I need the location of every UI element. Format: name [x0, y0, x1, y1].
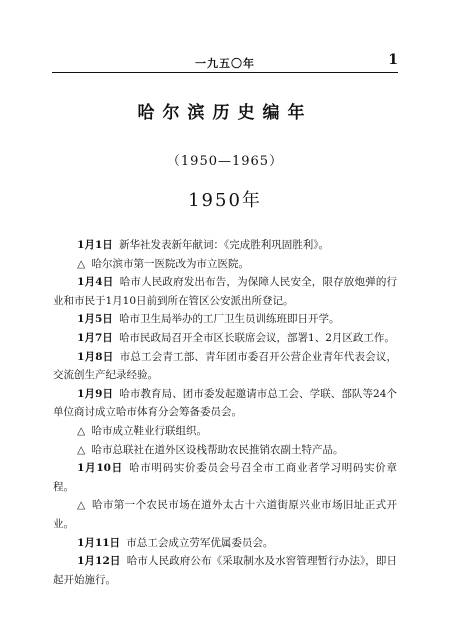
entry-text: 哈市人民政府发出布告，为保障人民安全，限存放炮弹的行业和市民于1月10日前到所在管区公安派出所登记。	[53, 276, 397, 307]
entry-date: 1月7日	[77, 331, 113, 344]
chronicle-entry	[53, 552, 397, 589]
chronicle-entry	[53, 534, 397, 553]
year-heading: 1950年	[188, 190, 262, 211]
entry-date: 1月9日	[77, 387, 114, 400]
chronicle-entry	[53, 255, 397, 274]
entry-text: 哈市明码实价委员会号召全市工商业者学习明码实价章程。	[53, 462, 398, 493]
chronicle-entry	[53, 310, 397, 329]
book-title: 哈尔滨历史编年	[137, 103, 313, 123]
entry-date: 1月10日	[77, 462, 123, 475]
triangle-marker: △	[77, 443, 86, 456]
triangle-marker: △	[77, 499, 86, 512]
chronicle-entry	[53, 459, 397, 496]
entry-text: 哈市总联社在道外区设栈帮助农民推销农副土特产品。	[91, 443, 344, 456]
entry-text: 哈市民政局召开全市区长联席会议，部署1、2月区政工作。	[119, 331, 395, 344]
entry-date: 1月4日	[77, 276, 114, 289]
entry-text: 哈市成立鞋业行联组织。	[91, 424, 208, 437]
chronicle-entry	[53, 385, 397, 422]
running-head-title: 一九五〇年	[195, 57, 255, 70]
entry-text: 哈市教育局、团市委发起邀请市总工会、学联、部队等24个单位商讨成立哈市体育分会筹备委员会。	[53, 387, 397, 419]
chronicle-entry	[53, 273, 397, 310]
triangle-marker: △	[77, 257, 86, 270]
chronicle-entry	[53, 236, 397, 255]
entry-text: 哈尔滨市第一医院改为市立医院。	[91, 257, 250, 270]
entry-text: 市总工会青工部、青年团市委召开公营企业青年代表会议，交流创生产纪录经验。	[53, 350, 397, 382]
entry-text: 新华社发表新年献词：《完成胜利巩固胜利》。	[119, 239, 330, 251]
entry-date: 1月1日	[77, 239, 113, 251]
chronicle-entry	[53, 496, 397, 533]
chronicle-entry	[53, 422, 397, 441]
chronicle-entries	[53, 236, 397, 589]
header-rule	[52, 72, 398, 73]
entry-date: 1月12日	[77, 555, 121, 568]
entry-text: 哈市卫生局举办的工厂卫生员训练班即日开学。	[119, 313, 340, 326]
year-range: （1950—1965）	[166, 154, 284, 169]
entry-text: 市总工会成立劳军优属委员会。	[126, 536, 274, 549]
triangle-marker: △	[77, 424, 86, 437]
entry-text: 哈市第一个农民市场在道外太古十六道街原兴业市场旧址正式开业。	[53, 499, 398, 530]
running-head	[52, 52, 398, 70]
chronicle-entry	[53, 441, 397, 460]
entry-text: 哈市人民政府公布《采取制水及水窖管理暂行办法》，即日起开始施行。	[53, 555, 398, 586]
page-number: 1	[388, 52, 398, 68]
entry-date: 1月8日	[77, 350, 114, 363]
entry-date: 1月5日	[77, 313, 113, 326]
chronicle-entry	[53, 348, 397, 385]
chronicle-entry	[53, 329, 397, 348]
entry-date: 1月11日	[77, 536, 121, 549]
